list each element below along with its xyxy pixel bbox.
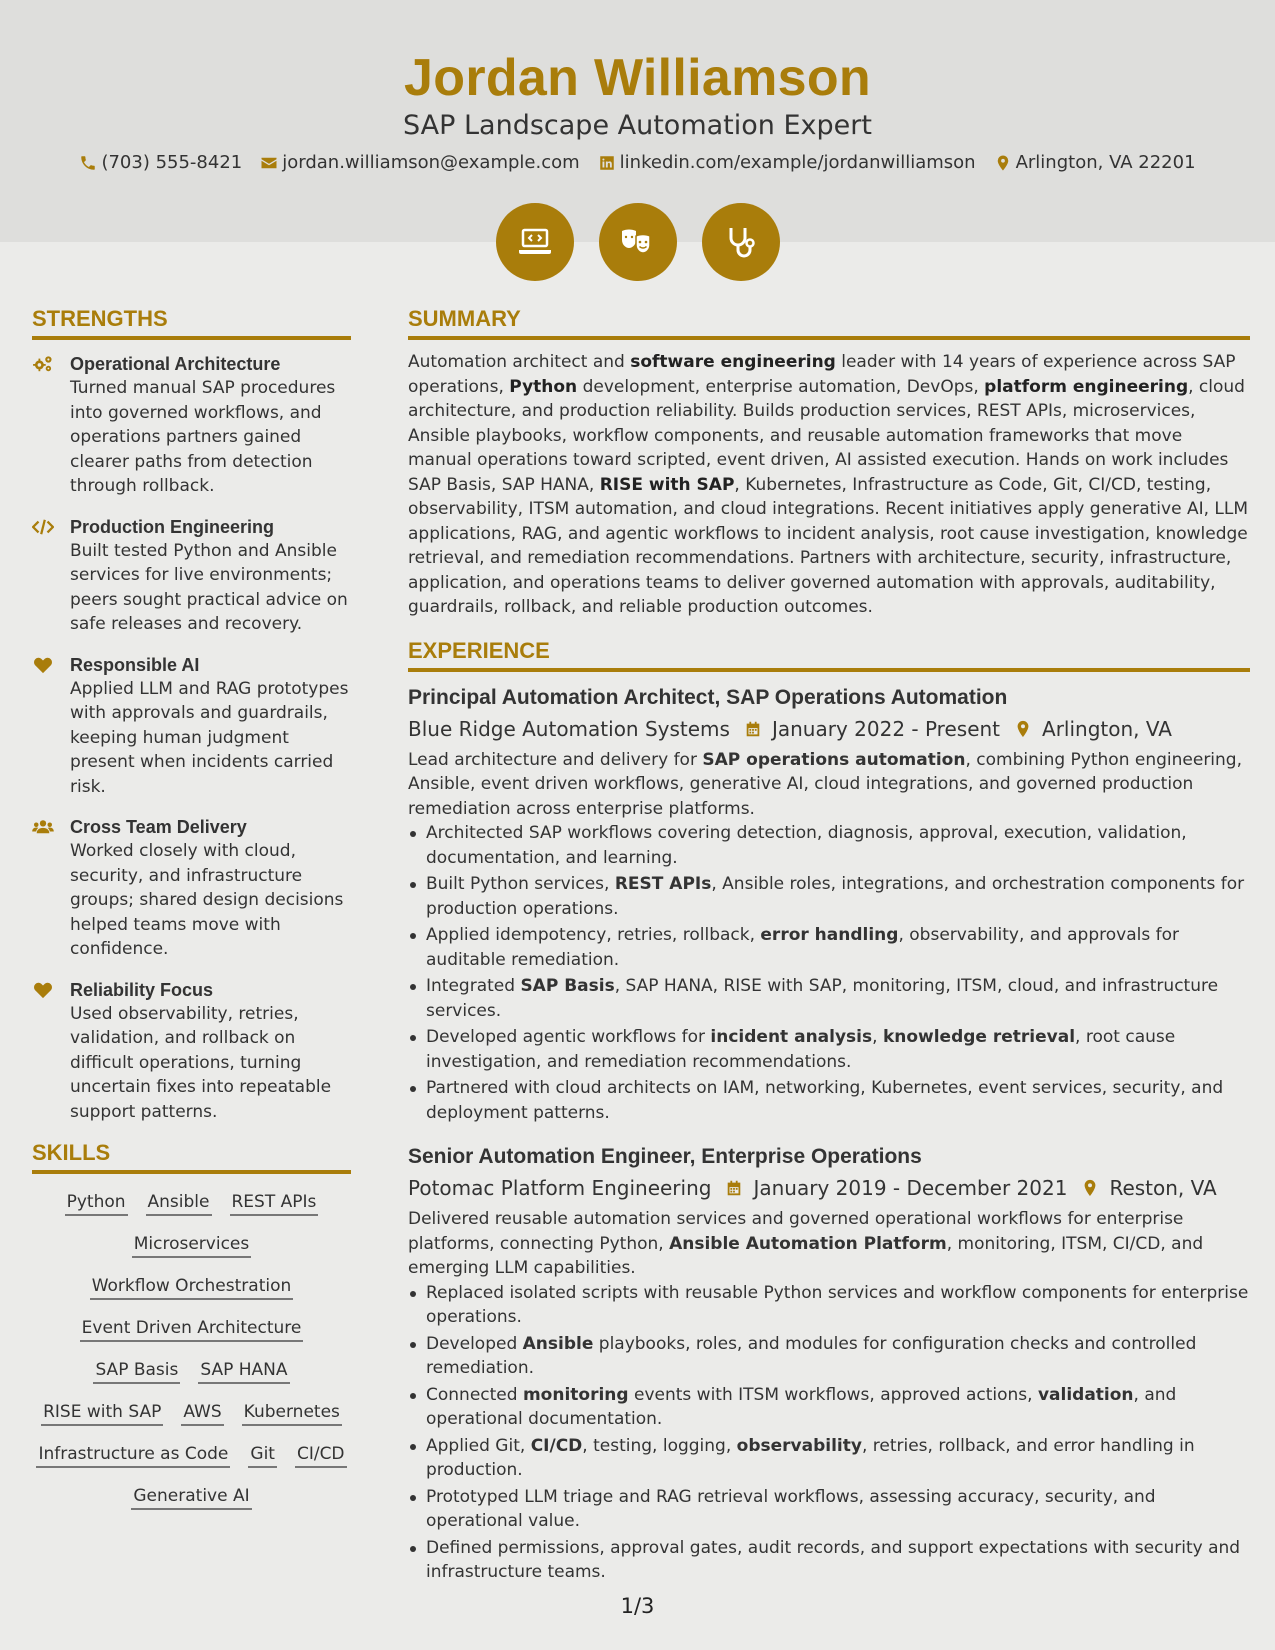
skill-tag: Generative AI (131, 1484, 251, 1510)
emphasis-text: software engineering (630, 352, 836, 372)
job-company: Blue Ridge Automation Systems (408, 716, 730, 741)
text-segment: , combining Python engineering, Ansible, event driven workflows, generative AI, cloud integrations, and governed production remediation across enterprise platforms. (408, 749, 1243, 819)
text-segment: Built Python services, (426, 874, 615, 894)
job-bullet (408, 821, 1250, 870)
skill-tag: Workflow Orchestration (90, 1274, 294, 1300)
skill-row (65, 1190, 319, 1216)
job-dates: January 2019 - December 2021 (753, 1176, 1068, 1200)
emphasis-text: SAP Basis (520, 976, 615, 996)
text-segment: leader with 14 years of experience across SAP operations, (408, 352, 1236, 397)
job-location: Reston, VA (1109, 1176, 1217, 1200)
emphasis-text: incident analysis (710, 1027, 873, 1047)
job-description (408, 748, 1250, 822)
job-bullet (408, 1281, 1250, 1330)
contact-phone[interactable] (79, 152, 242, 173)
page-number: 1/3 (620, 1594, 655, 1618)
linkedin-text: linkedin.com/example/jordanwilliamson (619, 152, 976, 173)
strength-item (32, 978, 351, 1125)
summary-heading: SUMMARY (408, 306, 1250, 340)
job-entry (408, 684, 1250, 1126)
users-icon (32, 818, 54, 836)
text-segment: Developed (426, 1333, 523, 1354)
strength-title: Responsible AI (70, 654, 200, 675)
text-segment: Applied Git, (426, 1435, 531, 1456)
text-segment: , observability, and approvals for auditable remediation. (426, 925, 1179, 970)
strengths-list (32, 352, 351, 1124)
skill-tag: REST APIs (230, 1190, 319, 1216)
candidate-name: Jordan Williamson (404, 49, 871, 107)
contact-location (994, 152, 1196, 173)
skills-list (32, 1190, 351, 1510)
text-segment: , root cause investigation, and remediation recommendations. (426, 1027, 1176, 1072)
emphasis-text: Ansible Automation Platform (669, 1233, 947, 1254)
skill-tag: Kubernetes (242, 1400, 342, 1426)
phone-icon (79, 154, 97, 172)
text-segment: , cloud architecture, and production reliability. Builds production services, REST APIs, microservices, Ansible playbooks, workflow components, and reusable automation frameworks that move manual operations toward scripted, event driven, AI assisted execution. Hands on work includes SAP Basis, SAP HANA, (408, 376, 1245, 495)
skill-tag: Event Driven Architecture (80, 1316, 304, 1342)
text-segment: events with ITSM workflows, approved actions, (628, 1384, 1038, 1405)
strength-title: Operational Architecture (70, 354, 281, 374)
location-text: Arlington, VA 22201 (1015, 152, 1196, 173)
contact-linkedin[interactable] (598, 152, 976, 173)
job-meta (408, 714, 1250, 744)
heart-icon (32, 981, 54, 999)
emphasis-text: monitoring (522, 1384, 629, 1405)
strength-text: Used observability, retries, validation, and rollback on difficult operations, turning uncertain fixes into repeatable support patterns. (70, 1003, 332, 1122)
text-segment: Applied idempotency, retries, rollback, (426, 925, 761, 945)
text-segment: Delivered reusable automation services and governed operational workflows for enterprise platforms, connecting Python, (408, 1209, 1184, 1254)
left-column (32, 306, 351, 1510)
text-segment: Lead architecture and delivery for (408, 749, 703, 770)
text-segment: , Kubernetes, Infrastructure as Code, Git, CI/CD, testing, observability, ITSM automation, and cloud integrations. Recent initiatives apply generative AI, LLM applications, RAG, and agentic workflows to incident analysis, root cause investigation, knowledge retrieval, and remediation recommendations. Partners with architecture, security, infrastructure, application, and operations teams to deliver governed automation with approvals, auditability, guardrails, rollback, and reliable production outcomes. (408, 474, 1249, 617)
skills-heading: SKILLS (32, 1140, 351, 1174)
job-entry (408, 1143, 1250, 1585)
email-text: jordan.williamson@example.com (282, 152, 580, 173)
stethoscope-icon (702, 203, 780, 281)
text-segment: Prototyped LLM triage and RAG retrieval workflows, assessing accuracy, security, and operational value. (426, 1486, 1156, 1531)
text-segment: Defined permissions, approval gates, audit records, and support expectations with security and infrastructure teams. (426, 1537, 1241, 1582)
text-segment: Architected SAP workflows covering detection, diagnosis, approval, execution, validation, documentation, and learning. (426, 823, 1187, 868)
text-segment: , SAP HANA, RISE with SAP, monitoring, ITSM, cloud, and infrastructure services. (426, 976, 1219, 1021)
emphasis-text: Python (509, 376, 578, 397)
header-band (0, 0, 1275, 242)
skill-tag: SAP Basis (93, 1358, 180, 1384)
text-segment: Automation architect and (408, 352, 631, 372)
laptop-code-icon (496, 203, 574, 281)
text-segment: Connected (426, 1384, 523, 1405)
heart-icon (32, 656, 54, 674)
envelope-icon (260, 154, 278, 172)
text-segment: Integrated (426, 976, 521, 996)
job-bullet (408, 1485, 1250, 1534)
interest-badges (0, 203, 1275, 281)
emphasis-text: CI/CD (530, 1435, 583, 1456)
skill-tag: Git (248, 1442, 277, 1468)
map-pin-icon (1081, 1178, 1099, 1198)
job-bullet (408, 1536, 1250, 1585)
text-segment: Developed agentic workflows for (426, 1027, 711, 1047)
job-title: Senior Automation Engineer, Enterprise Operations (408, 1145, 922, 1168)
text-segment: , (872, 1027, 883, 1047)
job-bullets (408, 1281, 1250, 1585)
strengths-heading: STRENGTHS (32, 306, 351, 340)
map-pin-icon (1014, 719, 1032, 739)
emphasis-text: validation (1037, 1384, 1134, 1405)
contact-email[interactable] (260, 152, 579, 173)
job-company: Potomac Platform Engineering (408, 1176, 712, 1200)
job-meta (408, 1173, 1250, 1203)
map-pin-icon (994, 154, 1012, 172)
strength-text: Built tested Python and Ansible services for live environments; peers sought practical advice on safe releases and recovery. (70, 540, 348, 634)
strength-text: Applied LLM and RAG prototypes with approvals and guardrails, keeping human judgment present when incidents carried risk. (70, 678, 349, 797)
skill-row (36, 1442, 346, 1468)
skill-row (90, 1274, 294, 1300)
text-segment: development, enterprise automation, DevOps, (577, 376, 985, 397)
text-segment: , and operational documentation. (426, 1384, 1177, 1429)
job-bullet (408, 1076, 1250, 1125)
job-bullet (408, 1383, 1250, 1432)
strength-text: Turned manual SAP procedures into governed workflows, and operations partners gained clearer paths from detection through rollback. (70, 378, 336, 496)
skill-row (132, 1232, 252, 1258)
right-column (408, 306, 1250, 1587)
text-segment: , retries, rollback, and error handling in production. (426, 1435, 1195, 1480)
emphasis-text: SAP operations automation (702, 749, 966, 770)
skill-tag: Infrastructure as Code (36, 1442, 230, 1468)
masks-theater-icon (599, 203, 677, 281)
strength-item (32, 653, 351, 800)
experience-heading: EXPERIENCE (408, 638, 1250, 672)
skill-tag: Microservices (132, 1232, 252, 1258)
skill-row (41, 1400, 342, 1426)
strength-title: Reliability Focus (70, 979, 214, 1000)
job-bullet (408, 974, 1250, 1023)
job-bullet (408, 1434, 1250, 1483)
calendar-icon (725, 1178, 743, 1198)
linkedin-icon (598, 154, 616, 172)
strength-item (32, 515, 351, 637)
skill-row (80, 1316, 304, 1342)
job-bullets (408, 821, 1250, 1125)
skill-tag: SAP HANA (198, 1358, 289, 1384)
job-bullet (408, 1025, 1250, 1074)
emphasis-text: Ansible (522, 1333, 594, 1354)
phone-text: (703) 555-8421 (101, 152, 243, 173)
emphasis-text: REST APIs (614, 874, 712, 894)
job-dates: January 2022 - Present (771, 716, 1001, 741)
text-segment: Replaced isolated scripts with reusable Python services and workflow components for enterprise operations. (426, 1282, 1249, 1327)
emphasis-text: RISE with SAP (599, 474, 735, 495)
text-segment: playbooks, roles, and modules for configuration checks and controlled remediation. (426, 1333, 1197, 1378)
contact-bar (0, 152, 1275, 173)
emphasis-text: platform engineering (984, 376, 1189, 397)
skill-tag: AWS (181, 1400, 223, 1426)
strength-item (32, 815, 351, 962)
skill-row (93, 1358, 289, 1384)
job-location: Arlington, VA (1042, 716, 1172, 741)
emphasis-text: knowledge retrieval (882, 1027, 1076, 1047)
emphasis-text: error handling (760, 925, 899, 945)
job-description (408, 1207, 1250, 1281)
candidate-title: SAP Landscape Automation Expert (403, 110, 872, 141)
skill-tag: CI/CD (295, 1442, 347, 1468)
strength-text: Worked closely with cloud, security, and infrastructure groups; shared design decisions helped teams move with confidence. (70, 841, 344, 959)
strength-title: Cross Team Delivery (70, 817, 247, 837)
summary-text (408, 350, 1250, 620)
job-bullet (408, 1332, 1250, 1381)
text-segment: , Ansible roles, integrations, and orchestration components for production operations. (426, 874, 1245, 919)
skill-tag: Python (65, 1190, 128, 1216)
job-title: Principal Automation Architect, SAP Operations Automation (408, 685, 1008, 709)
text-segment: , testing, logging, (582, 1435, 737, 1456)
code-icon (32, 518, 54, 536)
skill-tag: RISE with SAP (41, 1400, 163, 1426)
emphasis-text: observability (736, 1435, 862, 1456)
strength-title: Production Engineering (70, 516, 275, 537)
skill-tag: Ansible (146, 1190, 212, 1216)
text-segment: Partnered with cloud architects on IAM, networking, Kubernetes, event services, security, and deployment patterns. (426, 1078, 1224, 1123)
skill-row (131, 1484, 251, 1510)
job-bullet (408, 923, 1250, 972)
gears-icon (32, 355, 54, 373)
text-segment: , monitoring, ITSM, CI/CD, and emerging LLM capabilities. (408, 1233, 1204, 1278)
job-bullet (408, 872, 1250, 921)
calendar-icon (744, 719, 762, 739)
strength-item (32, 352, 351, 499)
